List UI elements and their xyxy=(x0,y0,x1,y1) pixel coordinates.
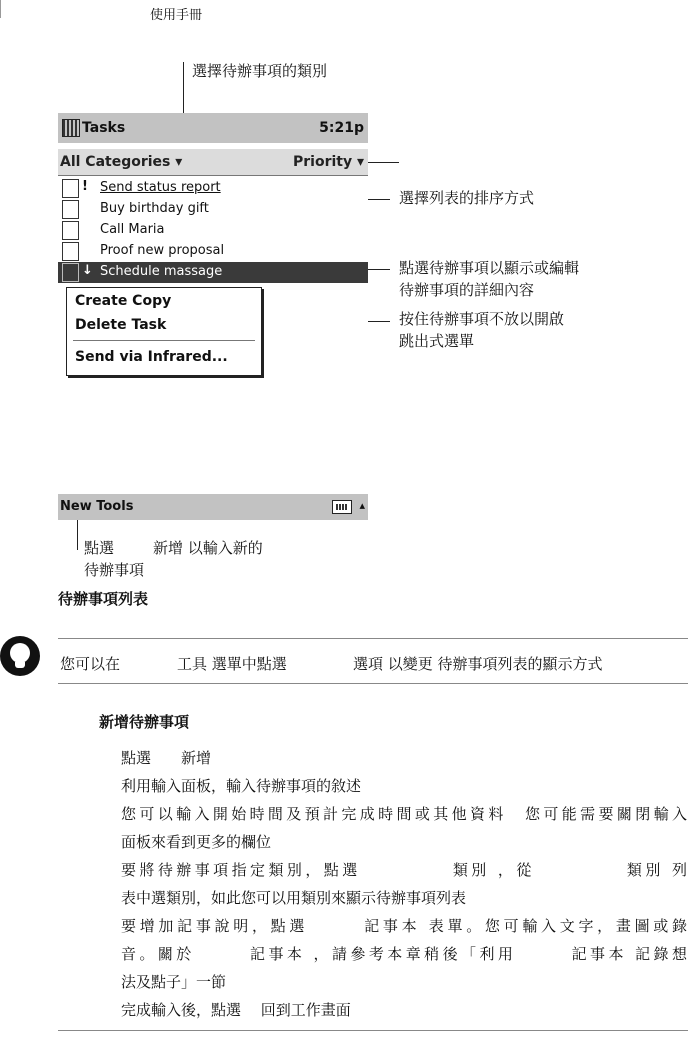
menu-separator xyxy=(73,340,255,341)
menu-item-delete-task[interactable]: Delete Task xyxy=(75,317,167,333)
step-2: 利用輸入面板，輸入待辦事項的敘述 xyxy=(121,777,362,795)
section-rule-bottom xyxy=(58,1030,688,1031)
keyboard-icon[interactable] xyxy=(332,500,352,514)
callout-hold-task-1: 按住待辦事項不放以開啟 xyxy=(399,310,565,328)
title-bar xyxy=(58,113,368,143)
tip-rule-bottom xyxy=(58,683,688,684)
task-label: Proof new proposal xyxy=(100,243,225,258)
step-3-line-1: 您可以輸入開始時間及預計完成時間或其他資料 您可能需要關閉輸入 xyxy=(121,805,687,823)
app-title: Tasks xyxy=(82,120,126,136)
running-header: 使用手冊 xyxy=(150,8,203,23)
menu-item-create-copy[interactable]: Create Copy xyxy=(75,293,172,309)
step-1: 點選 新增 xyxy=(121,749,212,767)
task-label: Buy birthday gift xyxy=(100,201,209,216)
divider xyxy=(58,175,368,176)
tip-rule-top xyxy=(58,638,688,639)
task-row[interactable] xyxy=(58,199,368,220)
callout-select-category: 選擇待辦事項的類別 xyxy=(192,62,328,80)
callout-tap-task-2: 待辦事項的詳細內容 xyxy=(399,281,535,299)
task-checkbox[interactable] xyxy=(62,200,79,219)
callout-tap-new-2: 待辦事項 xyxy=(84,561,145,579)
step-4-line-2: 表中選類別，如此您可以用類別來顯示待辦事項列表 xyxy=(121,889,467,907)
step-5-line-2: 音。關於 記事本 ，請參考本章稍後「利用 記事本 記錄想 xyxy=(121,945,687,963)
priority-marker: ↓ xyxy=(82,263,93,278)
section-title: 新增待辦事項 xyxy=(99,713,190,731)
callout-hold-task-2: 跳出式選單 xyxy=(399,332,475,350)
step-3-line-2: 面板來看到更多的欄位 xyxy=(121,833,272,851)
step-6: 完成輸入後，點選 回到工作畫面 xyxy=(121,1001,351,1019)
popup-context-menu xyxy=(66,287,262,376)
pocket-pc-screen xyxy=(58,113,368,520)
tasks-app-icon xyxy=(62,119,80,137)
task-row[interactable] xyxy=(58,220,368,241)
leader-line xyxy=(77,520,78,550)
step-5-line-3: 法及點子」一節 xyxy=(121,973,227,991)
new-tools-menu[interactable]: New Tools xyxy=(60,499,134,514)
task-checkbox[interactable] xyxy=(62,179,79,198)
callout-tap-new-1b: 新增 以輸入新的 xyxy=(153,539,263,557)
task-row[interactable] xyxy=(58,178,368,199)
up-arrow-icon[interactable]: ▴ xyxy=(359,499,365,512)
tip-text-3: 選項 以變更 待辦事項列表的顯示方式 xyxy=(353,655,603,673)
filter-bar xyxy=(58,149,368,175)
page-edge-rule xyxy=(0,0,1,18)
callout-sort-order: 選擇列表的排序方式 xyxy=(399,189,535,207)
lightbulb-icon xyxy=(0,636,40,676)
clock: 5:21p xyxy=(319,120,364,136)
tip-text-1: 您可以在 xyxy=(60,655,121,673)
menu-item-send-infrared[interactable]: Send via Infrared... xyxy=(75,349,228,365)
task-checkbox[interactable] xyxy=(62,263,79,282)
callout-tap-task-1: 點選待辦事項以顯示或編輯 xyxy=(399,259,580,277)
task-label: Send status report xyxy=(100,180,221,195)
figure-caption: 待辦事項列表 xyxy=(58,590,149,608)
task-row-selected[interactable] xyxy=(58,262,368,283)
step-5-line-1: 要增加記事說明，點選 記事本 表單。您可輸入文字，畫圖或錄 xyxy=(121,917,687,935)
sort-dropdown[interactable]: Priority ▾ xyxy=(292,154,364,170)
task-label: Schedule massage xyxy=(100,264,223,279)
step-4-line-1: 要將待辦事項指定類別，點選 類別 ，從 類別 列 xyxy=(121,861,687,879)
task-row[interactable] xyxy=(58,241,368,262)
tip-text-2: 工具 選單中點選 xyxy=(177,655,287,673)
task-checkbox[interactable] xyxy=(62,242,79,261)
command-bar xyxy=(58,494,368,520)
category-dropdown[interactable]: All Categories ▾ xyxy=(60,154,183,170)
callout-tap-new-1a: 點選 xyxy=(84,539,115,557)
task-checkbox[interactable] xyxy=(62,221,79,240)
task-label: Call Maria xyxy=(100,222,165,237)
priority-marker: ! xyxy=(82,179,88,194)
